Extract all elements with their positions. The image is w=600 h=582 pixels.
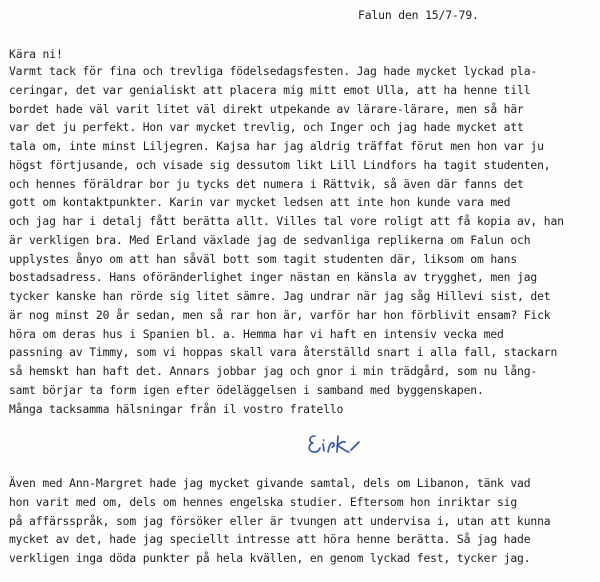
text-line: är verkligen bra. Med Erland växlade jag de sedvanliga replikerna om Falun och (9, 232, 531, 247)
text-line: Även med Ann-Margret hade jag mycket givande samtal, dels om Libanon, tänk vad (9, 476, 531, 490)
text-line: och jag har i detalj fått berätta allt. Villes tal vore roligt att få kopia av, han (9, 214, 564, 228)
text-line: höra om deras hus i Spanien bl. a. Hemma har vi haft en intensiv vecka med (9, 326, 504, 341)
text-line: Många tacksamma hälsningar från il vostro fratello (9, 401, 344, 416)
text-line: mycket av det, hade jag speciellt intresse att höra henne berätta. Så jag hade (9, 532, 531, 547)
text-line: var det ju perfekt. Hon var mycket trevlig, och Inger och jag hade mycket att (9, 120, 524, 135)
text-line: verkligen inga döda punkter på hela kvällen, en genom lyckad fest, tycker jag. (9, 551, 531, 565)
letter-body (9, 62, 599, 418)
text-line: passning av Timmy, som vi hoppas skall vara återställd snart i alla fall, stackarn (9, 345, 558, 360)
letter-dateline: Falun den 15/7-79. (358, 8, 479, 22)
text-line: bostadsadress. Hans oföränderlighet inger nästan en känsla av trygghet, men jag (9, 270, 538, 285)
signature-icon (305, 432, 361, 456)
text-line: tala om, inte minst Liljegren. Kajsa har jag aldrig träffat förut men hon var ju (9, 139, 544, 153)
text-line: Varmt tack för fina och trevliga födelsedagsfesten. Jag hade mycket lyckad pla- (9, 64, 538, 78)
text-line: bordet hade väl varit litet väl direkt utpekande av lärare-lärare, men så här (9, 101, 524, 116)
text-line: på affärsspråk, som jag försöker eller är tvungen att undervisa i, utan att kunna (9, 513, 551, 528)
text-line: är nog minst 20 år sedan, men så rar hon är, varför har hon förblivit ensam? Fick (9, 307, 551, 322)
text-line: så hemskt han haft det. Annars jobbar jag och gnor i min trädgård, som nu lång- (9, 364, 538, 378)
text-line: hon varit med om, dels om hennes engelska studier. Eftersom hon inriktar sig (9, 494, 518, 509)
handwritten-signature (305, 432, 361, 456)
text-line: samt börjar ta form igen efter ödeläggelsen i samband med byggenskapen. (9, 382, 484, 397)
letter-postscript (9, 474, 599, 568)
text-line: ceringar, det var genialiskt att placera mig mitt emot Ulla, att ha henne till (9, 82, 531, 97)
text-line: högst förtjusande, och visade sig dessutom likt Lill Lindfors ha tagit studenten, (9, 157, 551, 172)
letter-salutation: Kära ni! (9, 47, 63, 61)
text-line: upplystes ånyo om att han såväl bott som tagit studenten där, liksom om hans (9, 251, 518, 266)
text-line: gott om kontaktpunkter. Karin var mycket ledsen att inte hon kunde vara med (9, 195, 511, 210)
text-line: och hennes föräldrar bor ju tycks det numera i Rättvik, så även där fanns det (9, 176, 524, 191)
text-line: tycker kanske han rörde sig litet sämre. Jag undrar när jag såg Hillevi sist, det (9, 289, 551, 303)
